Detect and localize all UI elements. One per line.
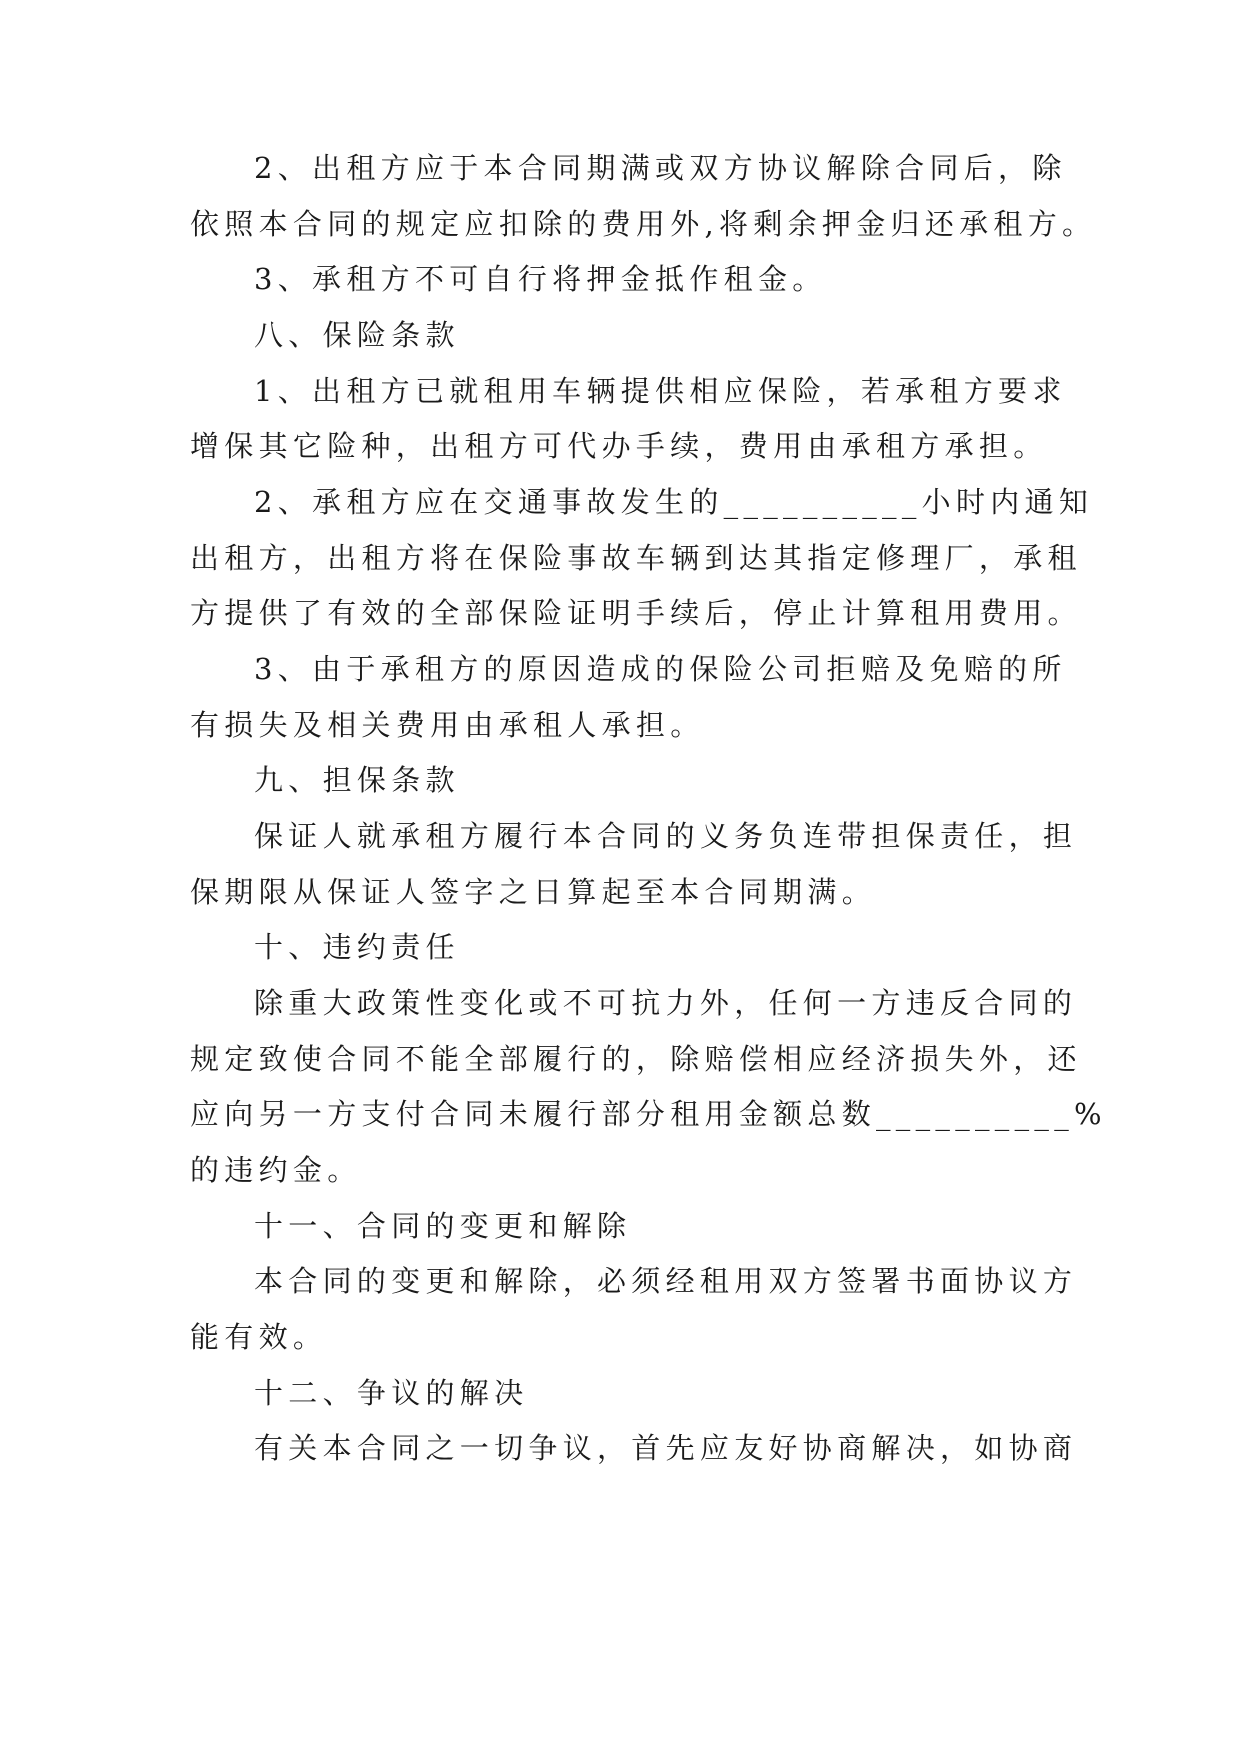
paragraph-line: 3、由于承租方的原因造成的保险公司拒赔及免赔的所: [254, 652, 1067, 686]
paragraph-line: 保期限从保证人签字之日算起至本合同期满。: [190, 875, 877, 909]
paragraph-line: 出租方，出租方将在保险事故车辆到达其指定修理厂，承租: [190, 541, 1082, 575]
paragraph-line: 保证人就承租方履行本合同的义务负连带担保责任，担: [254, 819, 1078, 853]
section-heading: 八、保险条款: [254, 318, 460, 352]
paragraph-line: 规定致使合同不能全部履行的，除赔偿相应经济损失外，还: [190, 1042, 1082, 1076]
section-heading: 十二、争议的解决: [254, 1376, 529, 1410]
paragraph-line: 2、承租方应在交通事故发生的__________小时内通知: [254, 485, 1094, 519]
section-heading: 九、担保条款: [254, 763, 460, 797]
paragraph-line: 增保其它险种，出租方可代办手续，费用由承租方承担。: [190, 429, 1048, 463]
paragraph-line: 3、承租方不可自行将押金抵作租金。: [254, 262, 827, 296]
paragraph-line: 方提供了有效的全部保险证明手续后，停止计算租用费用。: [190, 596, 1082, 630]
section-heading: 十、违约责任: [254, 930, 460, 964]
paragraph-line: 依照本合同的规定应扣除的费用外,将剩余押金归还承租方。: [190, 207, 1097, 241]
section-heading: 十一、合同的变更和解除: [254, 1209, 632, 1243]
paragraph-line: 有损失及相关费用由承租人承担。: [190, 708, 705, 742]
paragraph-line: 有关本合同之一切争议，首先应友好协商解决，如协商: [254, 1431, 1078, 1465]
paragraph-line: 除重大政策性变化或不可抗力外，任何一方违反合同的: [254, 986, 1078, 1020]
paragraph-line: 能有效。: [190, 1320, 328, 1354]
paragraph-line: 应向另一方支付合同未履行部分租用金额总数__________%: [190, 1097, 1107, 1131]
paragraph-line: 本合同的变更和解除，必须经租用双方签署书面协议方: [254, 1264, 1078, 1298]
paragraph-line: 1、出租方已就租用车辆提供相应保险，若承租方要求: [254, 374, 1067, 408]
paragraph-line: 2、出租方应于本合同期满或双方协议解除合同后，除: [254, 151, 1067, 185]
paragraph-line: 的违约金。: [190, 1153, 362, 1187]
